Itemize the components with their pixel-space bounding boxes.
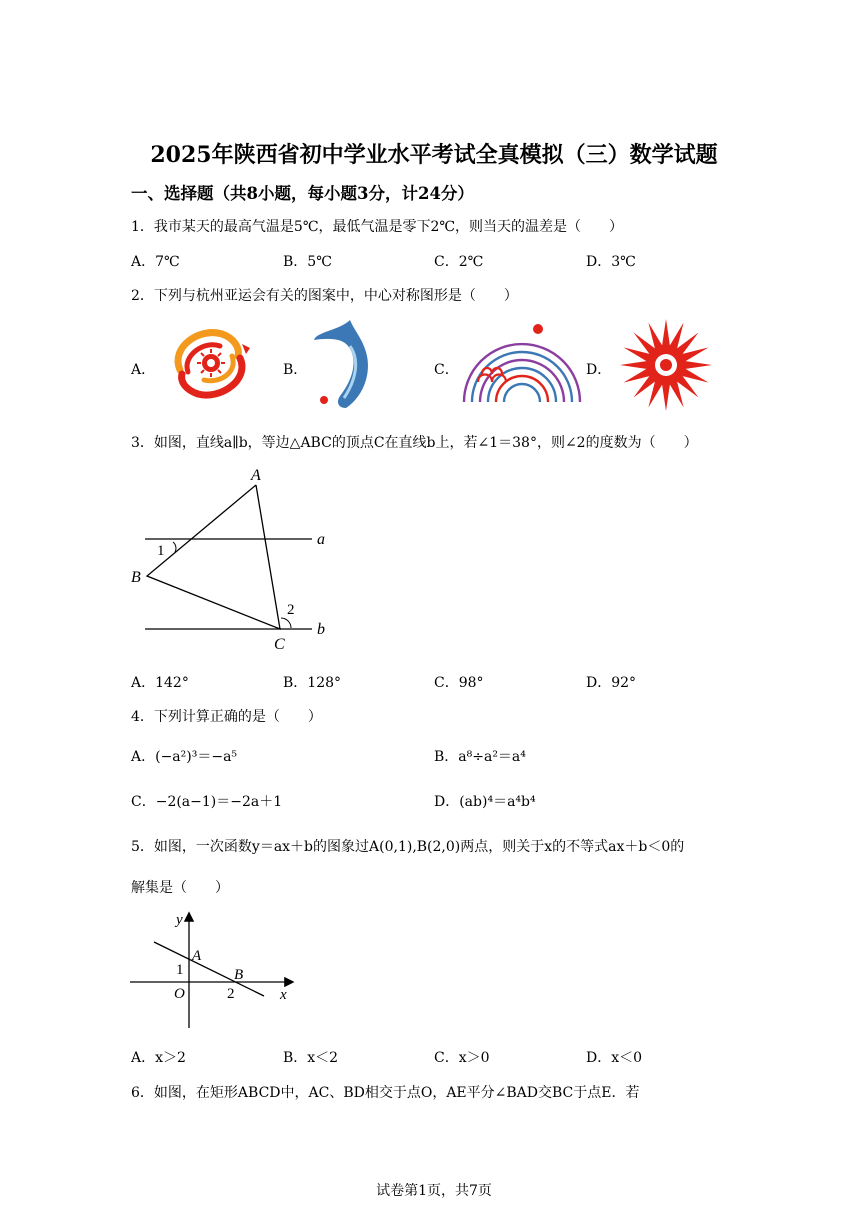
q1-option-c: C．2℃ — [434, 254, 484, 270]
linear-function-graph-figure — [126, 908, 301, 1032]
rainbow-waves-emblem-icon — [460, 320, 584, 406]
label-angle-1: 1 — [157, 543, 165, 559]
q4-option-d: D．(ab)⁴＝a⁴b⁴ — [434, 794, 536, 810]
label-origin: O — [174, 986, 185, 1002]
red-sun-burst-icon — [614, 315, 718, 415]
q4-option-c: C．−2(a−1)＝−2a＋1 — [131, 794, 283, 810]
q1-stem: 1．我市某天的最高气温是5℃，最低气温是零下2℃，则当天的温差是（ ） — [131, 219, 624, 235]
dragon-swirl-emblem-icon — [160, 322, 260, 404]
q1-option-b: B．5℃ — [283, 254, 332, 270]
label-tick-2: 2 — [227, 986, 235, 1002]
q2-option-c: C． — [434, 362, 459, 378]
angle-1-arc — [173, 542, 176, 552]
q2-option-b: B． — [283, 362, 308, 378]
q3-stem: 3．如图，直线a∥b，等边△ABC的顶点C在直线b上，若∠1＝38°，则∠2的度数为（ ） — [131, 435, 698, 451]
label-b-vertex: B — [131, 569, 141, 586]
label-line-b: b — [317, 621, 325, 638]
q4-option-b: B．a⁸÷a²＝a⁴ — [434, 749, 526, 765]
q3-option-c: C．98° — [434, 675, 484, 691]
label-y-axis: y — [176, 912, 183, 928]
q2-option-a: A． — [131, 362, 156, 378]
label-a-vertex: A — [251, 467, 261, 484]
q5-option-b: B．x＜2 — [283, 1050, 339, 1066]
q1-option-a: A．7℃ — [131, 254, 180, 270]
page-title: 2025年陕西省初中学业水平考试全真模拟（三）数学试题 — [150, 142, 718, 168]
q5-option-a: A．x＞2 — [131, 1050, 186, 1066]
page-footer: 试卷第1页，共7页 — [376, 1183, 492, 1199]
triangle-abc — [147, 485, 280, 629]
label-point-a: A — [192, 948, 202, 964]
section-heading: 一、选择题（共8小题，每小题3分，计24分） — [131, 184, 474, 203]
q2-option-d: D． — [586, 362, 612, 378]
q5-stem-line1: 5．如图，一次函数y＝ax＋b的图象过A(0,1),B(2,0)两点，则关于x的不等式ax＋b＜0的 — [131, 839, 685, 855]
q2-stem: 2．下列与杭州亚运会有关的图案中，中心对称图形是（ ） — [131, 288, 518, 304]
q6-stem: 6．如图，在矩形ABCD中，AC、BD相交于点O，AE平分∠BAD交BC于点E．若 — [131, 1085, 640, 1101]
function-line — [154, 942, 264, 996]
label-angle-2: 2 — [287, 602, 295, 618]
fish-tail-emblem-icon — [310, 316, 380, 412]
label-point-b: B — [234, 967, 244, 983]
q5-option-c: C．x＞0 — [434, 1050, 490, 1066]
q5-stem-line2: 解集是（ ） — [131, 880, 229, 896]
label-x-axis: x — [280, 987, 287, 1003]
q5-option-d: D．x＜0 — [586, 1050, 643, 1066]
angle-2-arc — [281, 618, 291, 628]
q4-stem: 4．下列计算正确的是（ ） — [131, 709, 322, 725]
label-c-vertex: C — [274, 636, 285, 653]
label-tick-1: 1 — [176, 962, 184, 978]
label-line-a: a — [317, 531, 325, 548]
q4-option-a: A．(−a²)³＝−a⁵ — [131, 749, 238, 765]
q3-option-a: A．142° — [131, 675, 189, 691]
q3-option-d: D．92° — [586, 675, 637, 691]
q3-option-b: B．128° — [283, 675, 342, 691]
triangle-parallel-lines-figure — [125, 462, 340, 657]
q1-option-d: D．3℃ — [586, 254, 636, 270]
